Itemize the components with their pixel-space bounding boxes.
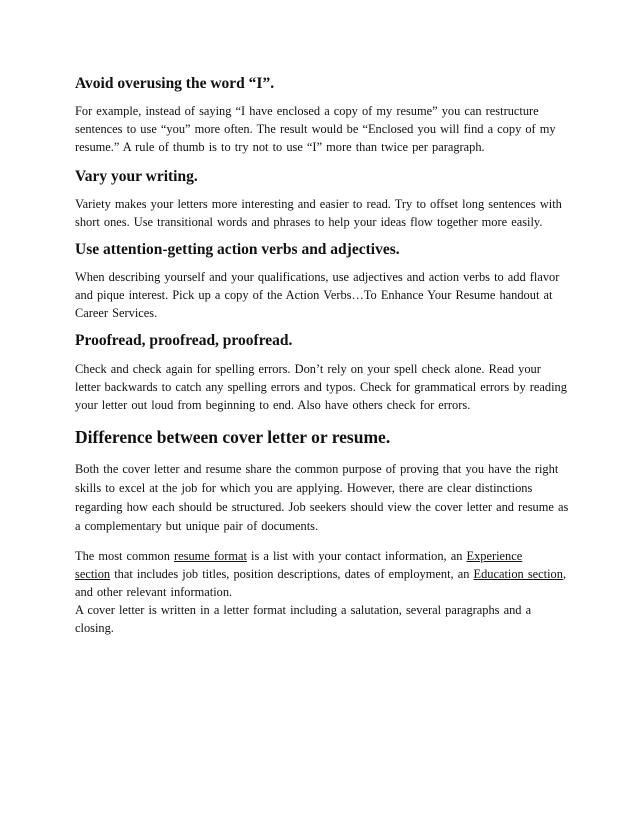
text-line [75, 547, 566, 565]
heading-avoid-i: Avoid overusing the word “I”. [75, 75, 275, 92]
text-line: a complementary but unique pair of documents. [75, 519, 319, 533]
text-fragment: is a list with your contact information, an [246, 549, 467, 563]
text-line: sentences to use “you” more often. The result would be “Enclosed you will find a copy of my [75, 122, 556, 136]
text-line: short ones. Use transitional words and phrases to help your ideas flow together more easily. [75, 215, 543, 229]
text-line: For example, instead of saying “I have enclosed a copy of my resume” you can restructure [75, 104, 539, 118]
heading-action-verbs: Use attention-getting action verbs and adjectives. [75, 241, 400, 258]
text-line: Both the cover letter and resume share the common purpose of proving that you have the right [75, 462, 559, 476]
link-experience-section-cont[interactable]: section [75, 567, 111, 581]
text-line: Check and check again for spelling errors. Don’t rely on your spell check alone. Read your [75, 362, 541, 376]
paragraph-proofread [75, 360, 566, 414]
heading-proofread: Proofread, proofread, proofread. [75, 332, 293, 349]
text-line: Variety makes your letters more interesting and easier to read. Try to offset long sentences with [75, 197, 562, 211]
text-line: A cover letter is written in a letter format including a salutation, several paragraphs and a [75, 603, 532, 617]
text-line: skills to excel at the job for which you are applying. However, there are clear distinctions [75, 481, 533, 495]
link-resume-format[interactable]: resume format [174, 549, 247, 563]
heading-difference: Difference between cover letter or resume. [75, 427, 391, 447]
paragraph-difference-1 [75, 460, 569, 536]
text-fragment: The most common [75, 549, 175, 563]
paragraph-difference-2 [75, 547, 566, 601]
text-line: and pique interest. Pick up a copy of the Action Verbs…To Enhance Your Resume handout at [75, 288, 553, 302]
link-experience-section[interactable]: Experience [466, 549, 523, 563]
text-fragment: that includes job titles, position descriptions, dates of employment, an [110, 567, 474, 581]
link-education-section[interactable]: Education section [473, 567, 563, 581]
text-line: When describing yourself and your qualifications, use adjectives and action verbs to add flavor [75, 270, 560, 284]
text-line [75, 565, 566, 583]
paragraph-avoid-i [75, 102, 566, 156]
text-line: and other relevant information. [75, 585, 233, 599]
text-line: closing. [75, 621, 114, 635]
text-line: resume.” A rule of thumb is to try not to use “I” more than twice per paragraph. [75, 140, 485, 154]
paragraph-difference-3 [75, 601, 566, 637]
text-line: your letter out loud from beginning to end. Also have others check for errors. [75, 398, 471, 412]
paragraph-action-verbs [75, 268, 566, 322]
text-line: Career Services. [75, 306, 158, 320]
text-line: letter backwards to catch any spelling errors and typos. Check for grammatical errors by reading [75, 380, 567, 394]
paragraph-vary-writing [75, 195, 566, 231]
text-fragment: , [562, 567, 567, 581]
text-line: regarding how each should be structured. Job seekers should view the cover letter and resume as [75, 500, 569, 514]
heading-vary-writing: Vary your writing. [75, 168, 198, 185]
